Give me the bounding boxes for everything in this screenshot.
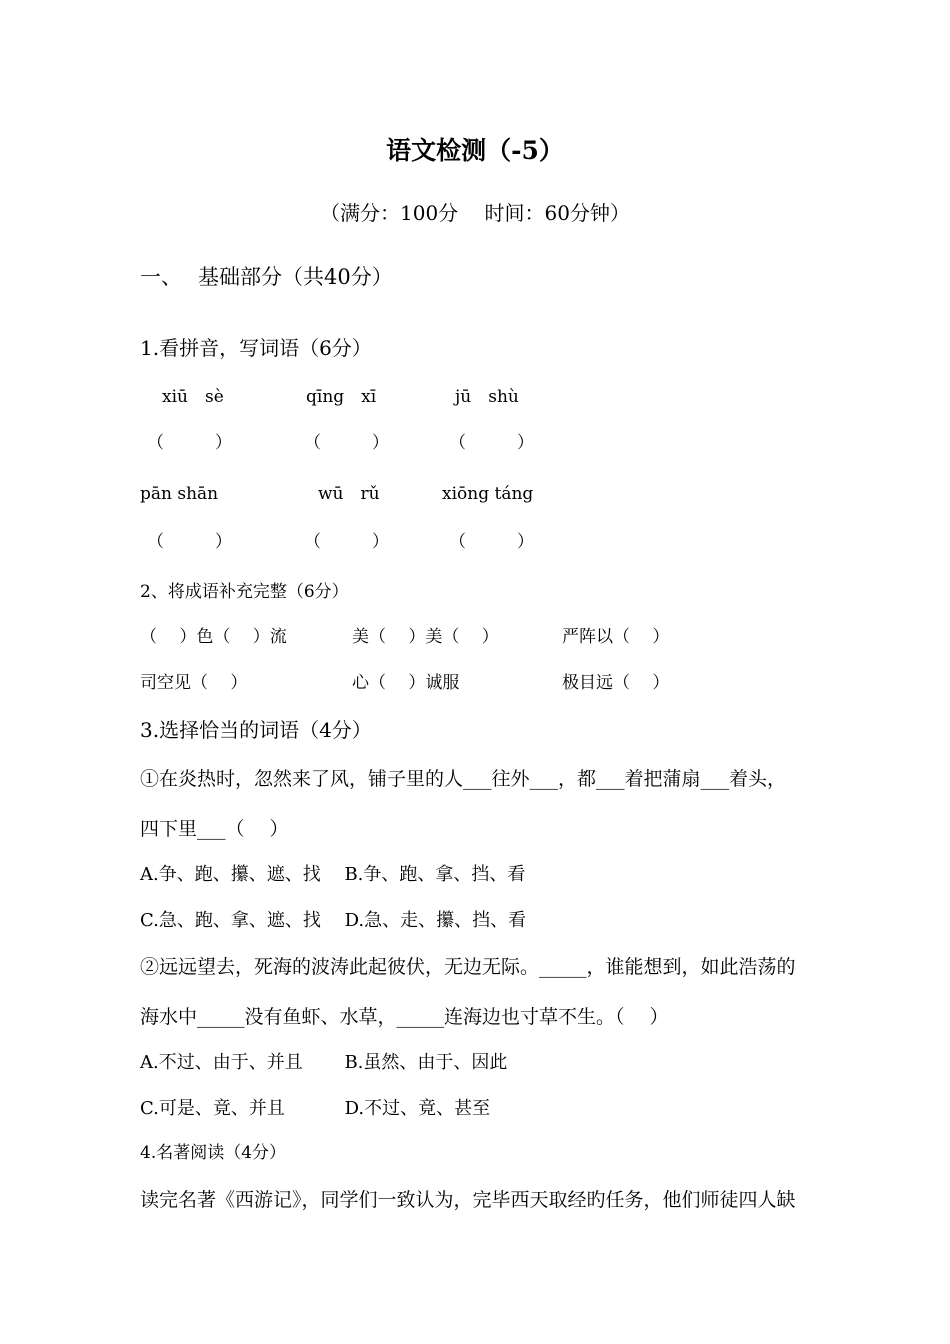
pinyin-item: xiōng táng [442, 484, 534, 504]
pinyin-item: xiū sè [162, 387, 224, 407]
q4-text: 读完名著《西游记》，同学们一致认为，完毕西天取经旳任务，他们师徒四人缺 [140, 1189, 796, 1211]
answer-blank: （ ） [147, 433, 232, 453]
idiom-item: 司空见（ ） [140, 673, 248, 693]
pinyin-item: wū rǔ [318, 484, 380, 504]
q3-item1-options: A.争、跑、攥、遮、找 B.争、跑、拿、挡、看 [140, 864, 526, 885]
q3-heading: 3.选择恰当的词语（4分） [140, 718, 372, 742]
section-heading: 基础部分（共40分） [198, 265, 393, 289]
q2-heading: 2、将成语补充完整（6分） [140, 582, 349, 602]
score-time-info: （满分：100分 时间：60分钟） [320, 201, 630, 225]
pinyin-item: qīng xī [306, 387, 377, 407]
answer-blank: （ ） [449, 433, 534, 453]
page-title: 语文检测（-5） [386, 136, 564, 165]
pinyin-item: jū shù [455, 387, 519, 407]
answer-blank: （ ） [147, 532, 232, 552]
q1-heading: 1.看拼音，写词语（6分） [140, 336, 372, 360]
idiom-item: 极目远（ ） [562, 673, 670, 693]
answer-blank: （ ） [304, 532, 389, 552]
idiom-item: （ ）色（ ）流 [140, 627, 287, 647]
q3-item1-text: ①在炎热时，忽然来了风，铺子里的人___往外___，都___着把蒲扇___着头， [140, 768, 787, 790]
idiom-item: 严阵以（ ） [562, 627, 670, 647]
q3-item2-text: ②远远望去，死海的波涛此起彼伏，无边无际。_____，谁能想到，如此浩荡的 [140, 956, 796, 978]
q3-item2-options: C.可是、竟、并且 D.不过、竟、甚至 [140, 1098, 491, 1119]
q3-item1-text: 四下里___（ ） [140, 818, 289, 840]
idiom-item: 心（ ）诚服 [352, 673, 460, 693]
q3-item2-text: 海水中_____没有鱼虾、水草，_____连海边也寸草不生。（ ） [140, 1006, 669, 1028]
q4-heading: 4.名著阅读（4分） [140, 1143, 287, 1163]
answer-blank: （ ） [304, 433, 389, 453]
idiom-item: 美（ ）美（ ） [352, 627, 499, 647]
q3-item2-options: A.不过、由于、并且 B.虽然、由于、因此 [140, 1052, 508, 1073]
pinyin-item: pān shān [140, 484, 219, 504]
section-number: 一、 [140, 265, 182, 289]
answer-blank: （ ） [449, 532, 534, 552]
q3-item1-options: C.急、跑、拿、遮、找 D.急、走、攥、挡、看 [140, 910, 527, 931]
